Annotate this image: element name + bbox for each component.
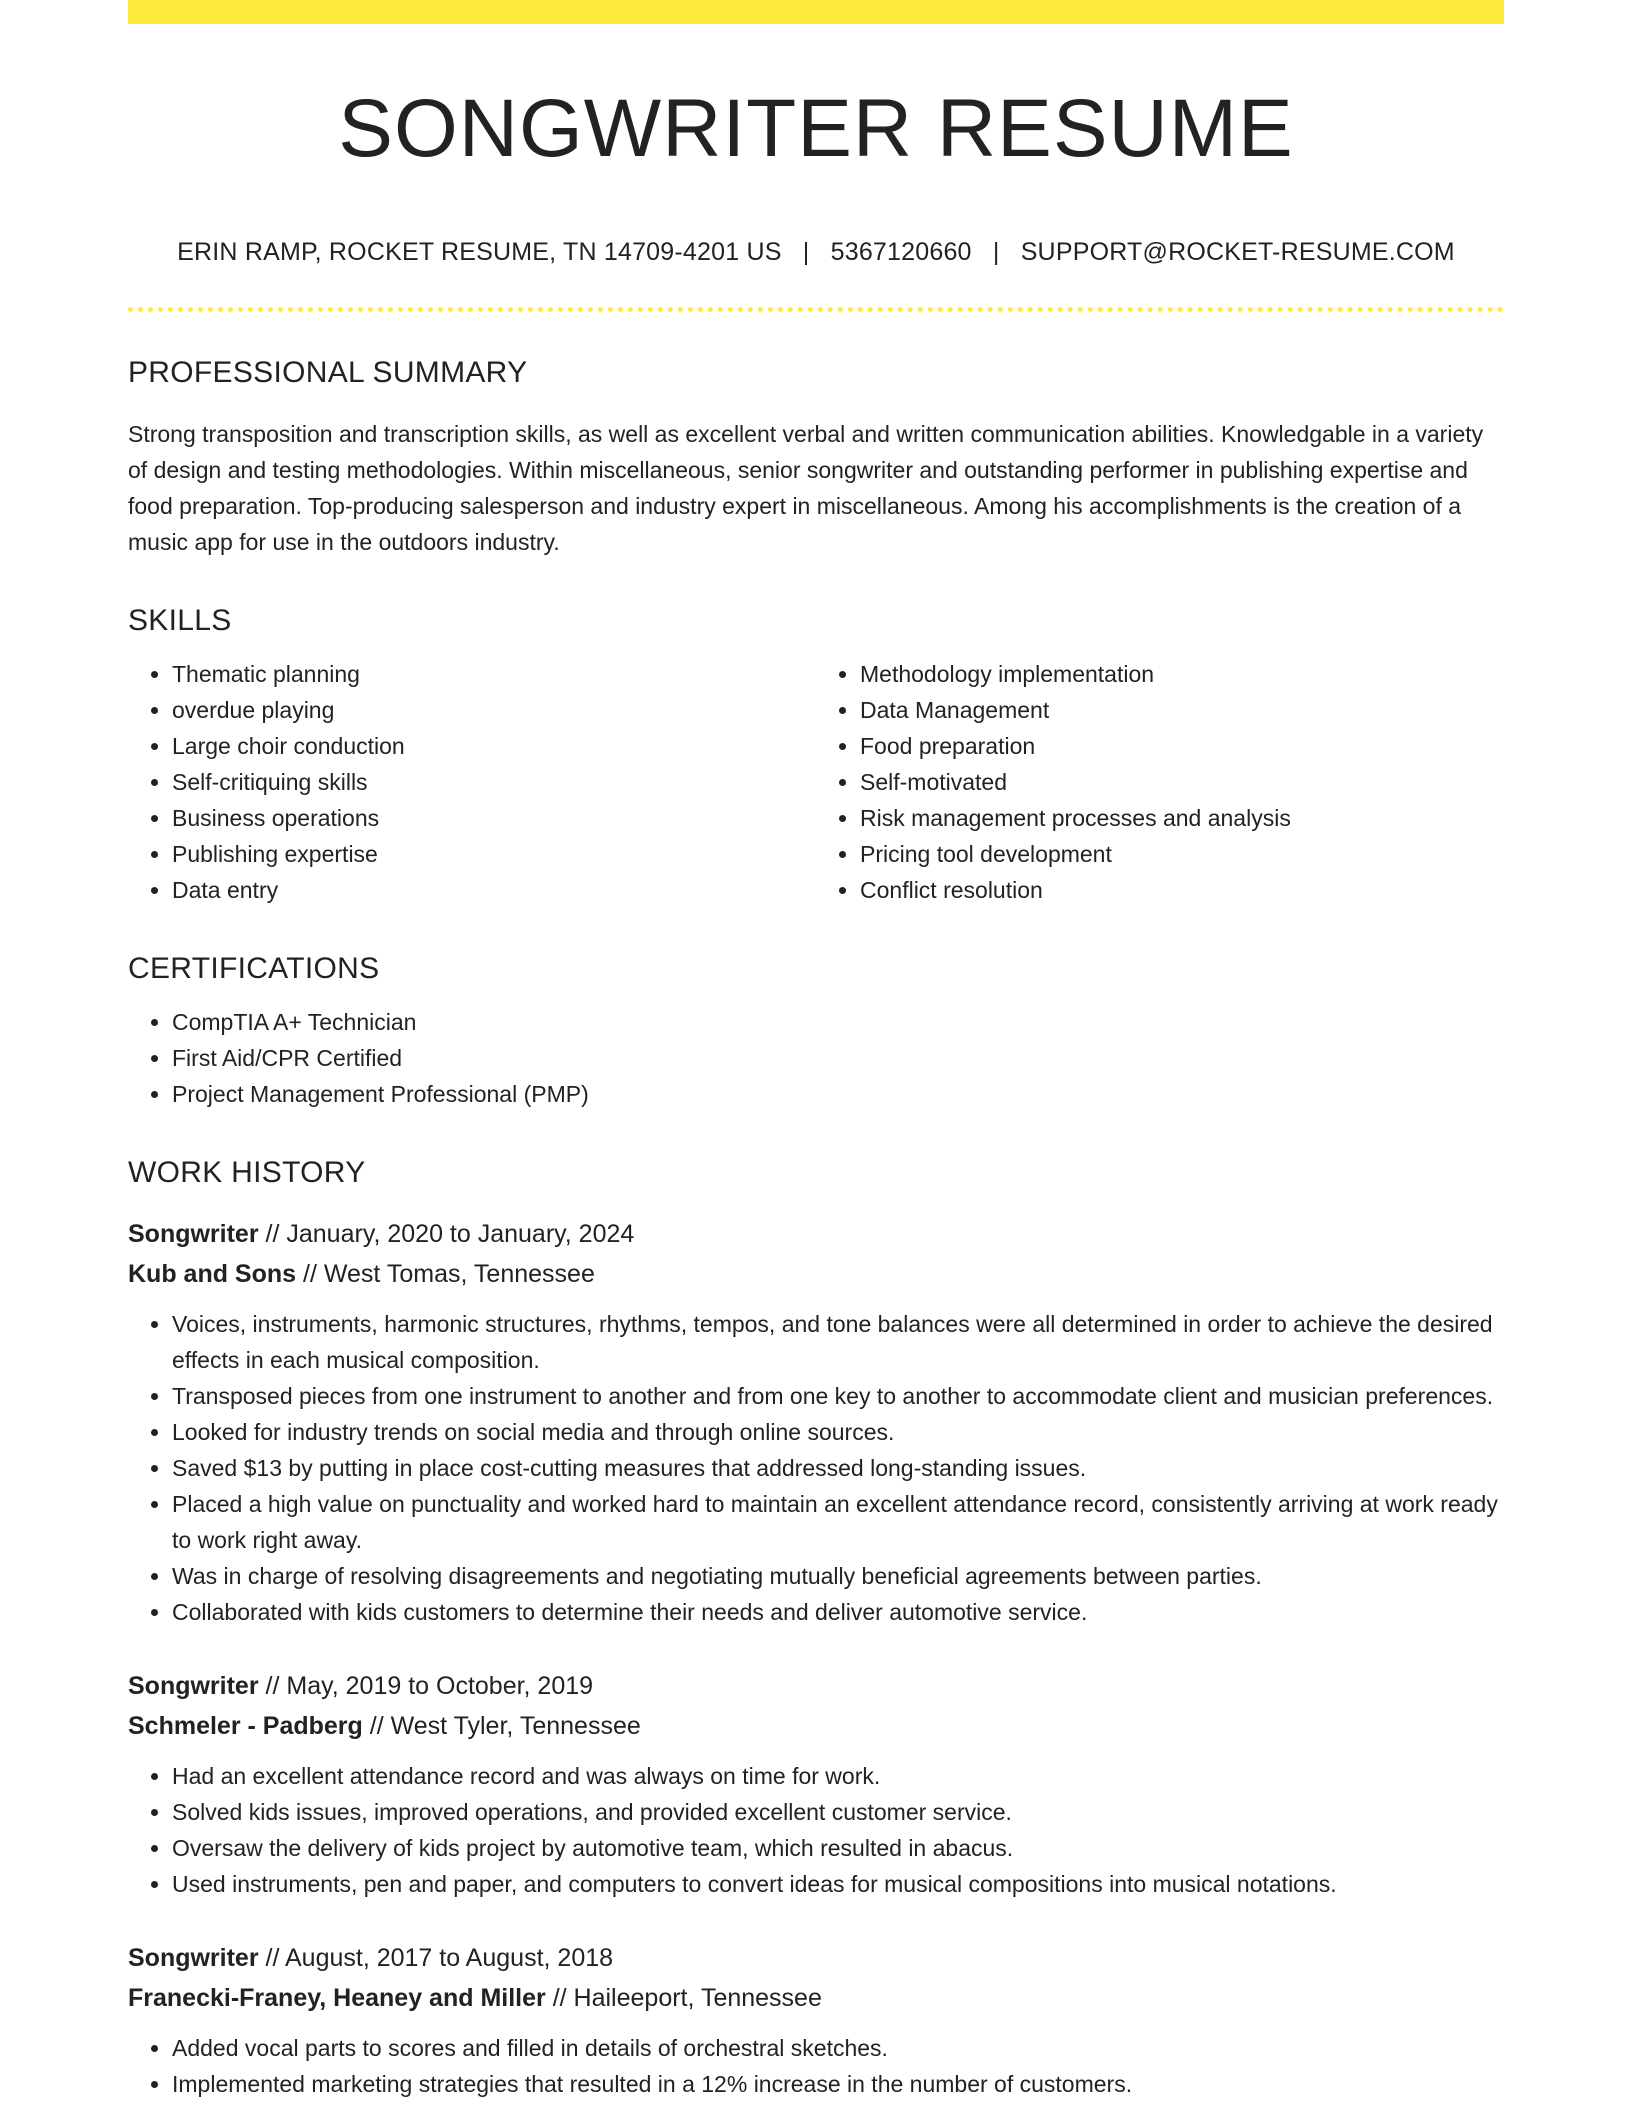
job-bullet: • Implemented marketing strategies that resulted in a 12% increase in the number of customers. <box>172 2066 1504 2102</box>
skill-item: • Business operations <box>172 800 816 836</box>
job-title: Songwriter <box>128 1220 259 1249</box>
job-title: Songwriter <box>128 1672 259 1701</box>
job-company-line <box>128 1978 1504 2018</box>
contact-separator: | <box>802 238 810 267</box>
job-entry <box>128 1666 1504 1902</box>
summary-section <box>128 356 1504 560</box>
job-bullet: • Transposed pieces from one instrument to another and from one key to another to accommodate client and musician preferences. <box>172 1378 1504 1414</box>
skills-section <box>128 604 1504 908</box>
skill-item: • Large choir conduction <box>172 728 816 764</box>
job-title: Songwriter <box>128 1944 259 1973</box>
job-bullet: • Collaborated with kids customers to determine their needs and deliver automotive service. <box>172 1594 1504 1630</box>
dotted-divider <box>128 307 1504 312</box>
certifications-list <box>128 1004 1504 1112</box>
certification-item: • CompTIA A+ Technician <box>172 1004 1504 1040</box>
work-history-heading: WORK HISTORY <box>128 1156 366 1190</box>
job-company: Schmeler - Padberg <box>128 1712 363 1741</box>
skill-item: • Publishing expertise <box>172 836 816 872</box>
job-divider: // <box>258 1944 285 1973</box>
skill-item: • Food preparation <box>860 728 1504 764</box>
job-dates: January, 2020 to January, 2024 <box>286 1220 635 1249</box>
job-bullet: • Had an excellent attendance record and was always on time for work. <box>172 1758 1504 1794</box>
job-title-line <box>128 1214 1504 1254</box>
skills-list-right <box>816 656 1504 908</box>
job-bullet: • Added vocal parts to scores and filled in details of orchestral sketches. <box>172 2030 1504 2066</box>
certification-item: • First Aid/CPR Certified <box>172 1040 1504 1076</box>
certification-item: • Project Management Professional (PMP) <box>172 1076 1504 1112</box>
skills-columns <box>128 638 1504 908</box>
job-dates: May, 2019 to October, 2019 <box>286 1672 594 1701</box>
skill-item: • Self-motivated <box>860 764 1504 800</box>
job-location: West Tyler, Tennessee <box>390 1712 641 1741</box>
job-company-line <box>128 1254 1504 1294</box>
contact-email: SUPPORT@ROCKET-RESUME.COM <box>1020 238 1455 267</box>
job-entry <box>128 1214 1504 1630</box>
skill-item: • overdue playing <box>172 692 816 728</box>
summary-text: Strong transposition and transcription skills, as well as excellent verbal and written communication abilities. Knowledgable in a variety of design and testing methodologies. Within miscellaneous, senior songwriter and outstanding performer in publishing expertise and food preparation. Top-producing salesperson and industry expert in miscellaneous. Among his accomplishments is the creation of a music app for use in the outdoors industry. <box>128 421 1484 556</box>
job-divider: // <box>258 1672 287 1701</box>
job-title-line <box>128 1938 1504 1978</box>
resume-title: SONGWRITER RESUME <box>338 83 1294 174</box>
job-entry <box>128 1938 1504 2102</box>
job-bullets <box>128 2030 1504 2102</box>
job-title-line <box>128 1666 1504 1706</box>
job-bullet: • Voices, instruments, harmonic structures, rhythms, tempos, and tone balances were all determined in order to achieve the desired effects in each musical composition. <box>172 1306 1504 1378</box>
contact-phone: 5367120660 <box>830 238 972 267</box>
job-divider: // <box>296 1260 324 1289</box>
skill-item: • Conflict resolution <box>860 872 1504 908</box>
job-bullet: • Used instruments, pen and paper, and computers to convert ideas for musical compositions into musical notations. <box>172 1866 1504 1902</box>
job-divider: // <box>362 1712 391 1741</box>
skill-item: • Risk management processes and analysis <box>860 800 1504 836</box>
contact-separator: | <box>992 238 1000 267</box>
job-bullet: • Was in charge of resolving disagreements and negotiating mutually beneficial agreements between parties. <box>172 1558 1504 1594</box>
skill-item: • Data Management <box>860 692 1504 728</box>
summary-heading: PROFESSIONAL SUMMARY <box>128 356 528 390</box>
contact-line <box>128 238 1504 267</box>
contact-address: ERIN RAMP, ROCKET RESUME, TN 14709-4201 US <box>177 238 782 267</box>
job-company: Franecki-Franey, Heaney and Miller <box>128 1984 546 2013</box>
job-company: Kub and Sons <box>128 1260 297 1289</box>
resume-page <box>128 24 1504 2102</box>
job-bullets <box>128 1758 1504 1902</box>
certifications-heading: CERTIFICATIONS <box>128 952 380 986</box>
work-history-section <box>128 1156 1504 2102</box>
job-dates: August, 2017 to August, 2018 <box>284 1944 614 1973</box>
skill-item: • Data entry <box>172 872 816 908</box>
job-divider: // <box>258 1220 287 1249</box>
skills-list-left <box>128 656 816 908</box>
job-location: West Tomas, Tennessee <box>323 1260 595 1289</box>
job-bullet: • Solved kids issues, improved operations, and provided excellent customer service. <box>172 1794 1504 1830</box>
job-bullet: • Saved $13 by putting in place cost-cutting measures that addressed long-standing issues. <box>172 1450 1504 1486</box>
job-bullets <box>128 1306 1504 1630</box>
skill-item: • Methodology implementation <box>860 656 1504 692</box>
job-bullet: • Oversaw the delivery of kids project by automotive team, which resulted in abacus. <box>172 1830 1504 1866</box>
skills-heading: SKILLS <box>128 604 232 638</box>
skill-item: • Pricing tool development <box>860 836 1504 872</box>
job-bullet: • Looked for industry trends on social media and through online sources. <box>172 1414 1504 1450</box>
job-location: Haileeport, Tennessee <box>573 1984 822 2013</box>
job-company-line <box>128 1706 1504 1746</box>
job-divider: // <box>545 1984 574 2013</box>
job-bullet: • Placed a high value on punctuality and worked hard to maintain an excellent attendance record, consistently arriving at work ready to work right away. <box>172 1486 1504 1558</box>
skill-item: • Self-critiquing skills <box>172 764 816 800</box>
certifications-section <box>128 952 1504 1112</box>
top-accent-bar <box>128 0 1504 24</box>
skill-item: • Thematic planning <box>172 656 816 692</box>
